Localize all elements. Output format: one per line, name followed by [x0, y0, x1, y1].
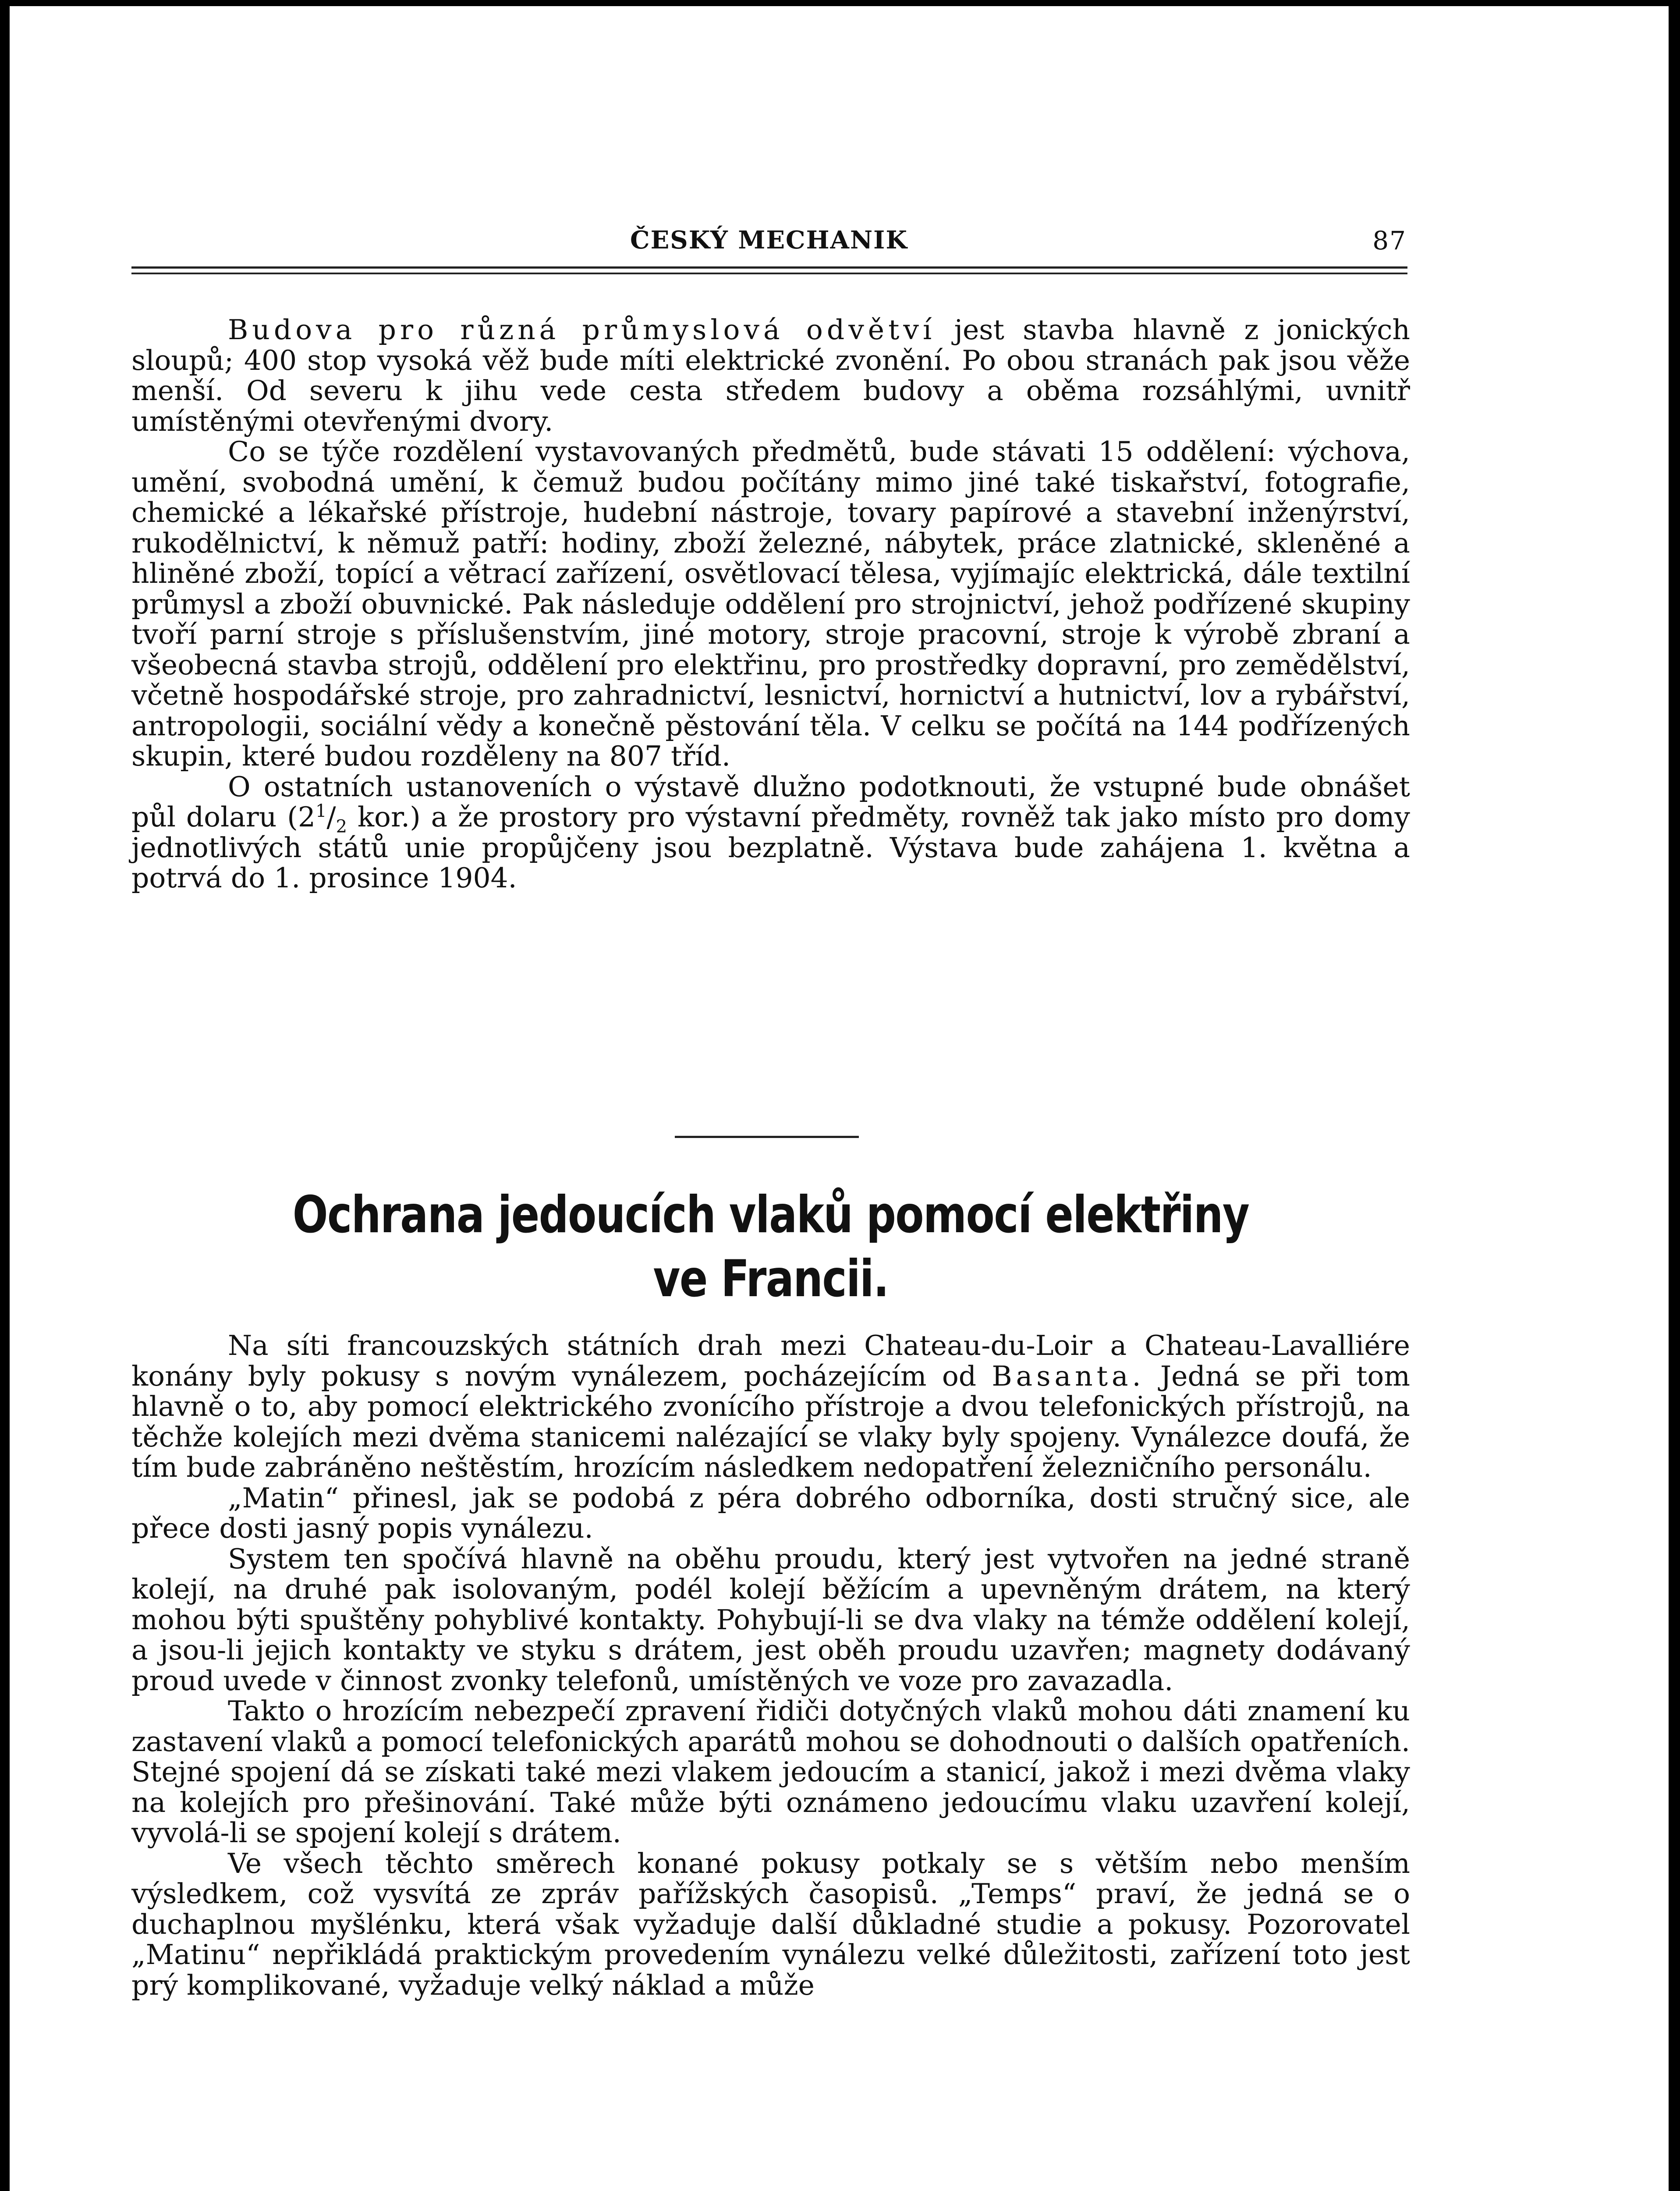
paragraph: System ten spočívá hlavně na oběhu proudu, který jest vytvořen na jedné straně kolejí, na druhé pak isolovaným, podél kolejí běžícím a upevněným drátem, na který mohou býti spuštěny pohyblivé kontakty. Pohybují-li se dva vlaky na témže oddělení kolejí, a jsou-li jejich kontakty ve styku s drátem, jest oběh proudu uzavřen; magnety dodávaný proud uvede v činnost zvonky telefonů, umístěných ve voze pro zavazadla. — [131, 1542, 1410, 1697]
paragraph — [131, 772, 1410, 893]
article-title-line: Ochrana jedoucích vlaků pomocí elektřiny — [292, 1185, 1249, 1244]
spaced-emphasis: Basanta. — [992, 1360, 1145, 1392]
paragraph: „Matin“ přinesl, jak se podobá z péra dobrého odborníka, dosti stručný sice, ale přece dosti jasný popis vynálezu. — [131, 1482, 1410, 1544]
header-rule-bottom — [131, 273, 1407, 274]
paragraph: Ve všech těchto směrech konané pokusy potkaly se s větším nebo menším výsledkem, což vysvítá ze zpráv pařížských časopisů. „Temps“ praví, že jedná se o duchaplnou myšlénku, která však vyžaduje další důkladné studie a pokusy. Pozorovatel „Matinu“ nepřikládá praktickým provedením vynálezu velké důležitosti, zařízení toto jest prý komplikované, vyžaduje velký náklad a může — [131, 1847, 1410, 2001]
paragraph-text: Na síti francouzských státních drah mezi Chateau-du-Loir a Chateau-Lavalliére konány byly pokusy s novým vynálezem, pocházejícím od — [131, 1329, 1410, 1392]
paragraph — [131, 315, 1410, 436]
paragraph-text: O ostatních ustanoveních o výstavě dlužno podotknouti, že vstupné bude obnášet půl dolaru (2 — [131, 770, 1410, 833]
scan-border-right — [1669, 0, 1680, 2191]
spaced-emphasis: Budova pro různá průmyslová odvětví — [228, 314, 936, 346]
page-number: 87 — [1372, 226, 1407, 255]
fraction-slash: / — [326, 801, 336, 833]
section-continued — [131, 315, 1410, 893]
paragraph-text: jest stavba hlavně z jonických sloupů; 400 stop vysoká věž bude míti elektrické zvonění. Po obou stranách pak jsou věže menší. Od severu k jihu vede cesta středem budovy a oběma rozsáhlými, uvnitř umístěnými otevřenými dvory. — [131, 314, 1410, 437]
header-rule-top — [131, 266, 1407, 269]
paragraph-text: Jedná se při tom hlavně o to, aby pomocí elektrického zvonícího přístroje a dvou telefonických přístrojů, na těchže kolejích mezi dvěma stanicemi nalézající se vlaky byly spojeny. Vynálezce doufá, že tím bude zabráněno neštěstím, hrozícím následkem nedopatření železničního personálu. — [131, 1360, 1410, 1483]
article-body — [131, 1330, 1410, 2000]
journal-title: ČESKÝ MECHANIK — [630, 226, 908, 255]
section-separator — [675, 1136, 859, 1138]
scan-border-top — [0, 0, 1680, 6]
running-header — [131, 226, 1407, 261]
paragraph-text: kor.) a že prostory pro výstavní předměty, rovněž tak jako místo pro domy jednotlivých států unie propůjčeny jsou bezplatně. Výstava bude zahájena 1. května a potrvá do 1. prosince 1904. — [131, 801, 1410, 894]
fraction-denominator: 2 — [336, 816, 347, 837]
article-title-line: ve Francii. — [653, 1249, 889, 1308]
scan-border-left — [0, 0, 10, 2191]
paragraph — [131, 1330, 1410, 1483]
fraction-numerator: 1 — [315, 801, 327, 821]
paragraph: Co se týče rozdělení vystavovaných předmětů, bude stávati 15 oddělení: výchova, umění, svobodná umění, k čemuž budou počítány mimo jiné také tiskařství, fotografie, chemické a lékařské přístroje, hudební nástroje, tovary papírové a stavební inženýrství, rukodělnictví, k němuž patří: hodiny, zboží železné, nábytek, práce zlatnické, skleněné a hliněné zboží, topící a větrací zařízení, osvětlovací tělesa, vyjímajíc elektrická, dále textilní průmysl a zboží obuvnické. Pak následuje oddělení pro strojnictví, jehož podřízené skupiny tvoří parní stroje s příslušenstvím, jiné motory, stroje pracovní, stroje k výrobě zbraní a všeobecná stavba strojů, oddělení pro elektřinu, pro prostředky dopravní, pro zemědělství, včetně hospodářské stroje, pro zahradnictví, lesnictví, hornictví a hutnictví, lov a rybářství, antropologii, sociální vědy a konečně pěstování těla. V celku se počítá na 144 podřízených skupin, které budou rozděleny na 807 tříd. — [131, 436, 1410, 772]
article-title — [247, 1183, 1295, 1311]
paragraph: Takto o hrozícím nebezpečí zpravení řidiči dotyčných vlaků mohou dáti znamení ku zastavení vlaků a pomocí telefonických aparátů mohou se dohodnouti o dalších opatřeních. Stejné spojení dá se získati také mezi vlakem jedoucím a stanicí, jakož i mezi dvěma vlaky na kolejích pro přešinování. Také může býti oznámeno jedoucímu vlaku uzavření kolejí, vyvolá-li se spojení kolejí s drátem. — [131, 1695, 1410, 1849]
